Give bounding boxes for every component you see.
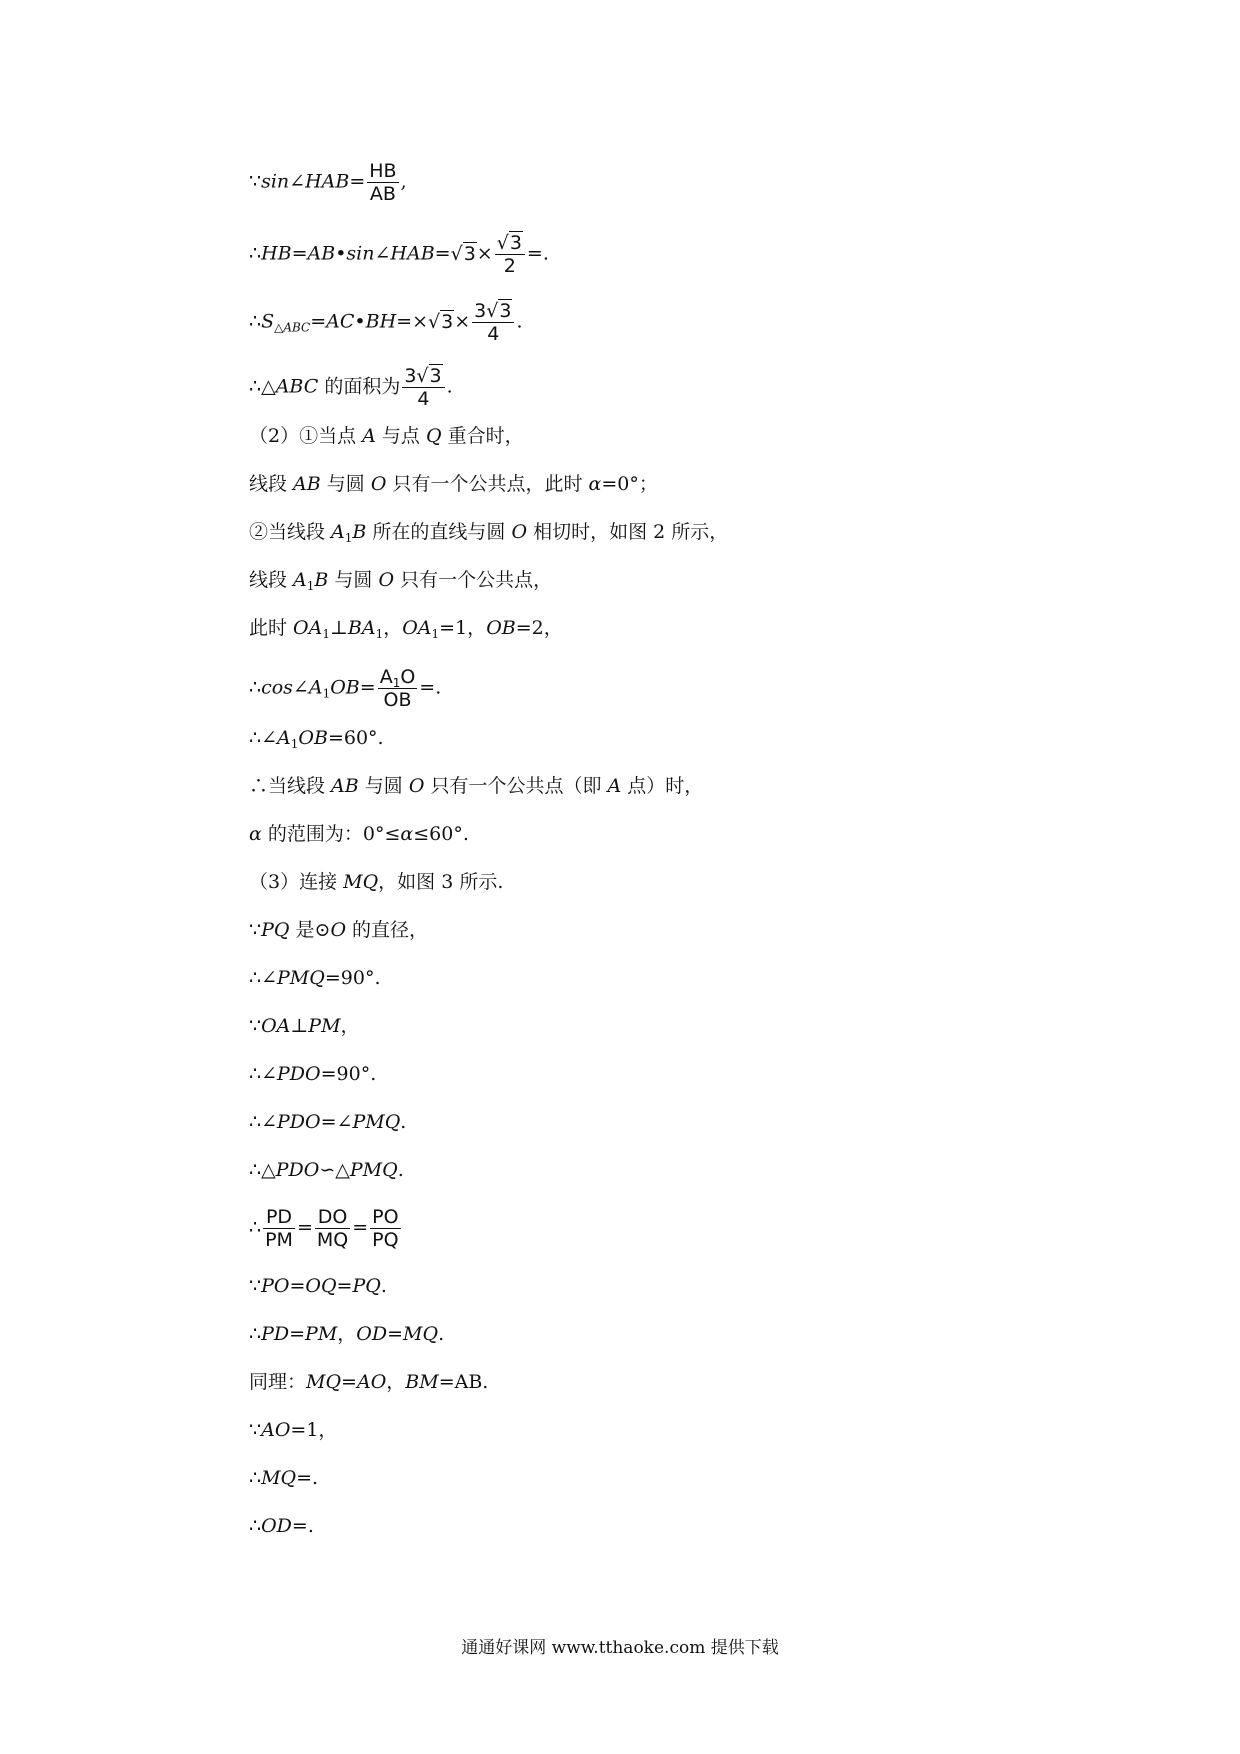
solution-line: ∴HB=AB•sin∠HAB=√3× $\frac{√3}{2}$ =. — [249, 232, 549, 277]
solution-line: （3）连接 MQ，如图 3 所示. — [249, 871, 504, 893]
solution-line: ∴当线段 AB 与圆 O 只有一个公共点（即 A 点）时， — [249, 775, 704, 797]
solution-line: ∴∠PDO=∠PMQ. — [249, 1111, 407, 1133]
solution-line: ②当线段 $A_1B$ 所在的直线与圆 O 相切时，如图 2 所示， — [249, 521, 729, 545]
solution-line: ∴△ABC 的面积为 $\frac{3√3}{4}$ . — [249, 365, 453, 410]
solution-line: ∴∠PDO=90°. — [249, 1063, 377, 1085]
sqrt-symbol: √3 — [450, 242, 476, 265]
fraction: $\frac{PD}{PM}$ — [265, 1206, 293, 1251]
solution-line: $\therefore\angle A_1OB=60^\circ$. — [249, 727, 384, 751]
solution-line: ∴△PDO∽△PMQ. — [249, 1159, 404, 1181]
solution-line: ∵PQ 是⊙O 的直径， — [249, 919, 429, 941]
fraction: $\frac{DO}{MQ}$ — [316, 1206, 349, 1251]
solution-line: 线段 $A_1B$ 与圆 O 只有一个公共点， — [249, 569, 553, 593]
solution-line: ∴OD=. — [249, 1515, 314, 1537]
solution-line: α 的范围为：0°≤α≤60°. — [249, 823, 469, 845]
fraction: $\frac{3√3}{4}$ — [472, 300, 514, 345]
solution-line: 此时 $OA_1\perp BA_1$，$OA_1=1$，OB=2， — [249, 617, 563, 641]
fraction: $\frac{3√3}{4}$ — [402, 365, 444, 410]
fraction: $\frac{√3}{2}$ — [495, 232, 525, 277]
sqrt-symbol: √3 — [428, 310, 454, 333]
solution-line: ∴PD=PM，OD=MQ. — [249, 1323, 445, 1345]
fraction: $\frac{HB}{AB}$ — [369, 160, 397, 205]
solution-line: （2）①当点 A 与点 Q 重合时， — [249, 425, 524, 447]
fraction: $\frac{PO}{PQ}$ — [372, 1206, 399, 1251]
fraction: $\frac{A_1O}{OB}$ — [379, 666, 416, 711]
solution-line: ∵sin∠HAB= $\frac{HB}{AB}$ , — [249, 160, 407, 205]
solution-line: ∵PO=OQ=PQ. — [249, 1275, 387, 1297]
solution-line: ∴MQ=. — [249, 1467, 319, 1489]
solution-line: $\therefore\cos\angle A_1OB=$ $\frac{A_1O}{OB}$ =. — [249, 666, 442, 711]
solution-line: ∴∠PMQ=90°. — [249, 967, 381, 989]
solution-line: 同理：MQ=AO，BM=AB. — [249, 1371, 489, 1393]
page-footer: 通通好课网 www.tthaoke.com 提供下载 — [461, 1638, 779, 1658]
solution-line: 线段 AB 与圆 O 只有一个公共点，此时 α=0°； — [249, 473, 658, 495]
solution-line: $\therefore S_{\triangle ABC}=AC•BH=\times√3\times$ $\frac{3√3}{4}$ . — [249, 300, 523, 345]
solution-line: ∵OA⊥PM， — [249, 1015, 360, 1037]
solution-line: ∴ $\frac{PD}{PM}$ = $\frac{DO}{MQ}$ = $\frac{PO}{PQ}$ — [249, 1206, 399, 1251]
solution-line: ∵AO=1， — [249, 1419, 338, 1441]
